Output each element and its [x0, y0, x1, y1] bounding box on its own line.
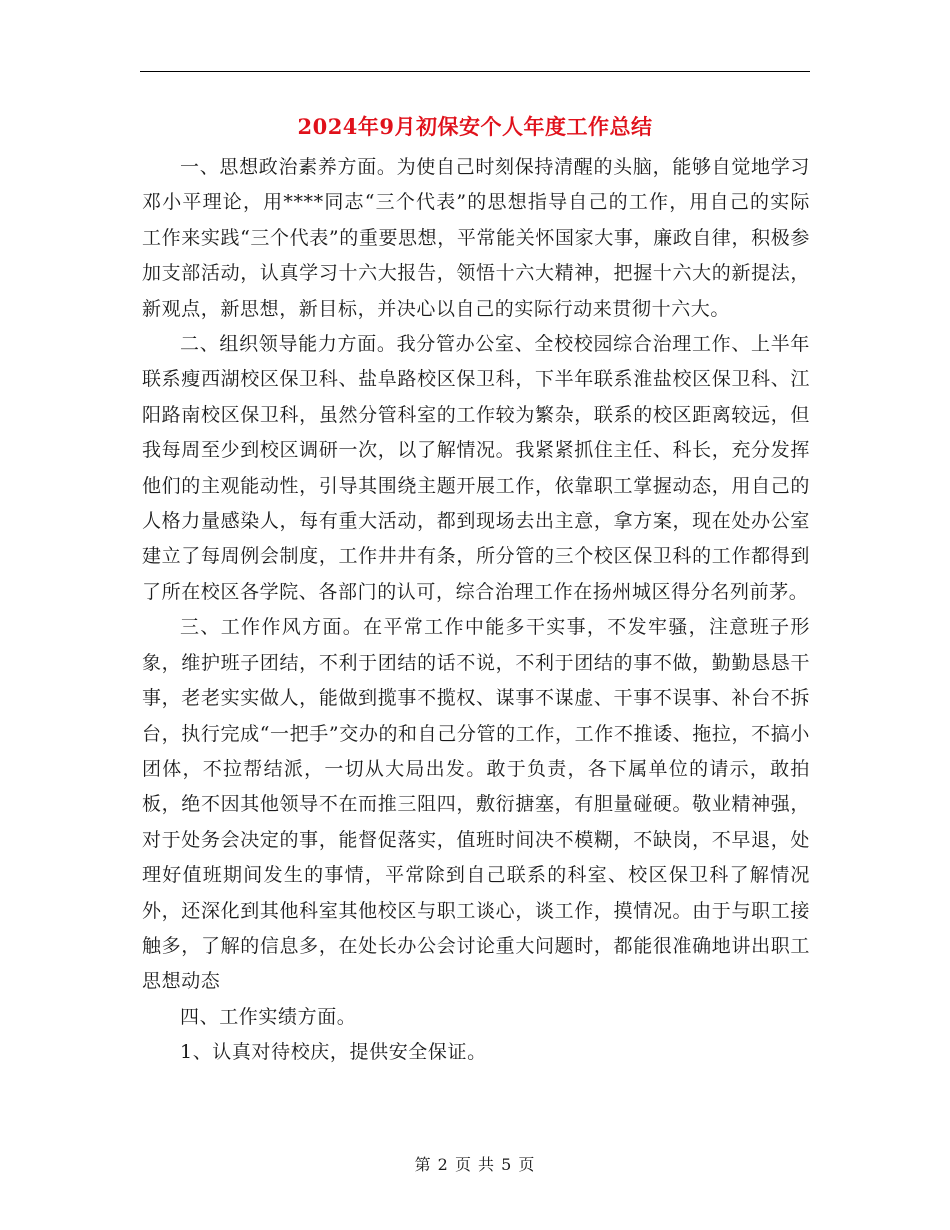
paragraph-work-style: 三、工作作风方面。在平常工作中能多干实事，不发牢骚，注意班子形象，维护班子团结，不利于团结的话不说，不利于团结的事不做，勤勤恳恳干事，老老实实做人，能做到揽事不揽权、谋事不谋虚、干事不误事、补台不拆台，执行完成“一把手”交办的和自己分管的工作，工作不推诿、拖拉，不搞小团体，不拉帮结派，一切从大局出发。敢于负责，各下属单位的请示，敢拍板，绝不因其他领导不在而推三阻四，敷衍搪塞，有胆量碰硬。敬业精神强，对于处务会决定的事，能督促落实，值班时间决不模糊，不缺岗，不早退，处理好值班期间发生的事情，平常除到自己联系的科室、校区保卫科了解情况外，还深化到其他科室其他校区与职工谈心，谈工作，摸情况。由于与职工接触多，了解的信息多，在处长办公会讨论重大问题时，都能很准确地讲出职工思想动态	[142, 616, 810, 993]
page-number: 第 2 页 共 5 页	[414, 1155, 536, 1174]
document-body	[142, 150, 810, 1071]
header-rule	[140, 71, 810, 72]
paragraph-leadership: 二、组织领导能力方面。我分管办公室、全校校园综合治理工作、上半年联系瘦西湖校区保卫科、盐阜路校区保卫科，下半年联系淮盐校区保卫科、江阳路南校区保卫科，虽然分管科室的工作较为繁杂，联系的校区距离较远，但我每周至少到校区调研一次，以了解情况。我紧紧抓住主任、科长，充分发挥他们的主观能动性，引导其围绕主题开展工作，依靠职工掌握动态，用自己的人格力量感染人，每有重大活动，都到现场去出主意，拿方案，现在处办公室建立了每周例会制度，工作井井有条，所分管的三个校区保卫科的工作都得到了所在校区各学院、各部门的认可，综合治理工作在扬州城区得分名列前茅。	[142, 333, 810, 603]
paragraph-ideology: 一、思想政治素养方面。为使自己时刻保持清醒的头脑，能够自觉地学习邓小平理论，用****同志“三个代表”的思想指导自己的工作，用自己的实际工作来实践“三个代表”的重要思想，平常能关怀国家大事，廉政自律，积极参加支部活动，认真学习十六大报告，领悟十六大精神，把握十六大的新提法，新观点，新思想，新目标，并决心以自己的实际行动来贯彻十六大。	[142, 156, 810, 320]
document-title: 2024年9月初保安个人年度工作总结	[297, 114, 653, 139]
paragraph-achievements-heading: 四、工作实绩方面。	[180, 1005, 357, 1028]
paragraph-item-1: 1、认真对待校庆，提供安全保证。	[180, 1041, 487, 1064]
